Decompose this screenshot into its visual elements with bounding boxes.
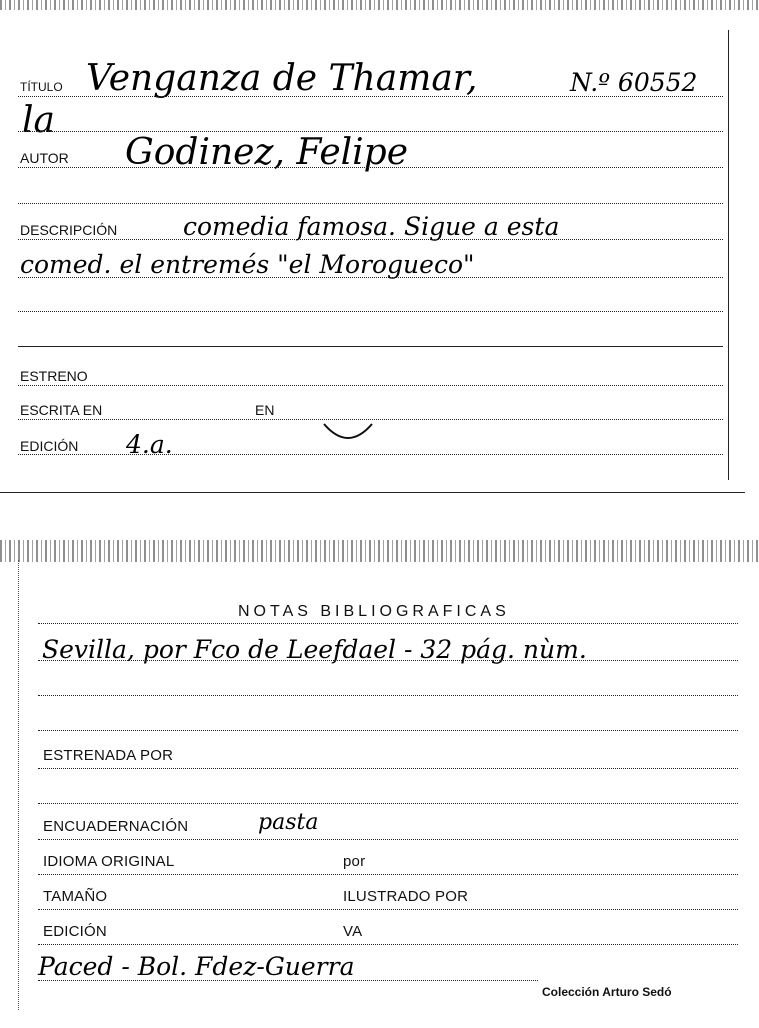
blank-rule-1 bbox=[18, 203, 723, 204]
footer-rule bbox=[38, 980, 538, 981]
blank-rule-3 bbox=[18, 346, 723, 347]
titulo-label: TÍTULO bbox=[20, 80, 63, 94]
blank-rule-2 bbox=[18, 311, 723, 312]
autor-label: AUTOR bbox=[20, 150, 69, 166]
scan-edge-top bbox=[0, 0, 759, 10]
encuadernacion-label: ENCUADERNACIÓN bbox=[43, 818, 189, 835]
idioma-rule bbox=[38, 874, 738, 875]
edicion-rule bbox=[18, 454, 723, 455]
titulo-value: Venganza de Thamar, bbox=[86, 58, 478, 99]
blank-rule-4 bbox=[38, 803, 738, 804]
footer-handwriting: Paced - Bol. Fdez-Guerra bbox=[38, 952, 355, 981]
tamano-label: TAMAÑO bbox=[43, 888, 108, 905]
descripcion-label: DESCRIPCIÓN bbox=[20, 222, 118, 238]
card-left-edge bbox=[18, 560, 19, 1010]
por-label: por bbox=[343, 853, 366, 870]
estreno-label: ESTRENO bbox=[20, 368, 88, 384]
descripcion-line1: comedia famosa. Sigue a esta bbox=[183, 212, 560, 241]
encuadernacion-rule bbox=[38, 839, 738, 840]
notas-rule-4 bbox=[38, 730, 738, 731]
edicion-value: 4.a. bbox=[126, 430, 173, 459]
autor-rule bbox=[18, 167, 723, 168]
scan-edge-middle bbox=[0, 540, 759, 562]
descripcion-line2: comed. el entremés "el Morogueco" bbox=[20, 250, 475, 279]
ilustrado-label: ILUSTRADO POR bbox=[343, 888, 469, 905]
titulo-rule bbox=[18, 96, 723, 97]
estrenada-rule bbox=[38, 768, 738, 769]
notas-value: Sevilla, por Fco de Leefdael - 32 pág. nùm. bbox=[42, 635, 587, 664]
descripcion-rule-1 bbox=[18, 239, 723, 240]
va-label: VA bbox=[343, 923, 363, 940]
edicion-label: EDICIÓN bbox=[20, 438, 79, 454]
edicion-bottom-label: EDICIÓN bbox=[43, 923, 107, 940]
notas-rule-2 bbox=[38, 660, 738, 661]
notas-heading: NOTAS BIBLIOGRAFICAS bbox=[238, 603, 510, 620]
notas-rule-1 bbox=[38, 623, 738, 624]
descripcion-rule-2 bbox=[18, 277, 723, 278]
autor-value: Godinez, Felipe bbox=[125, 132, 409, 173]
estreno-rule bbox=[18, 385, 723, 386]
idioma-label: IDIOMA ORIGINAL bbox=[43, 853, 175, 870]
card-bottom-edge bbox=[0, 492, 745, 493]
collection-credit: Colección Arturo Sedó bbox=[542, 985, 672, 999]
titulo-line2: la bbox=[22, 100, 55, 141]
escrita-en-label: ESCRITA EN bbox=[20, 402, 103, 418]
en-label: EN bbox=[255, 402, 275, 418]
card-right-edge bbox=[728, 30, 729, 480]
tamano-rule bbox=[38, 909, 738, 910]
titulo-number: N.º 60552 bbox=[570, 68, 698, 97]
edicion-bottom-rule bbox=[38, 944, 738, 945]
estrenada-label: ESTRENADA POR bbox=[43, 747, 174, 764]
binding-mark-icon bbox=[318, 418, 378, 444]
encuadernacion-value: pasta bbox=[258, 810, 319, 835]
notas-rule-3 bbox=[38, 695, 738, 696]
